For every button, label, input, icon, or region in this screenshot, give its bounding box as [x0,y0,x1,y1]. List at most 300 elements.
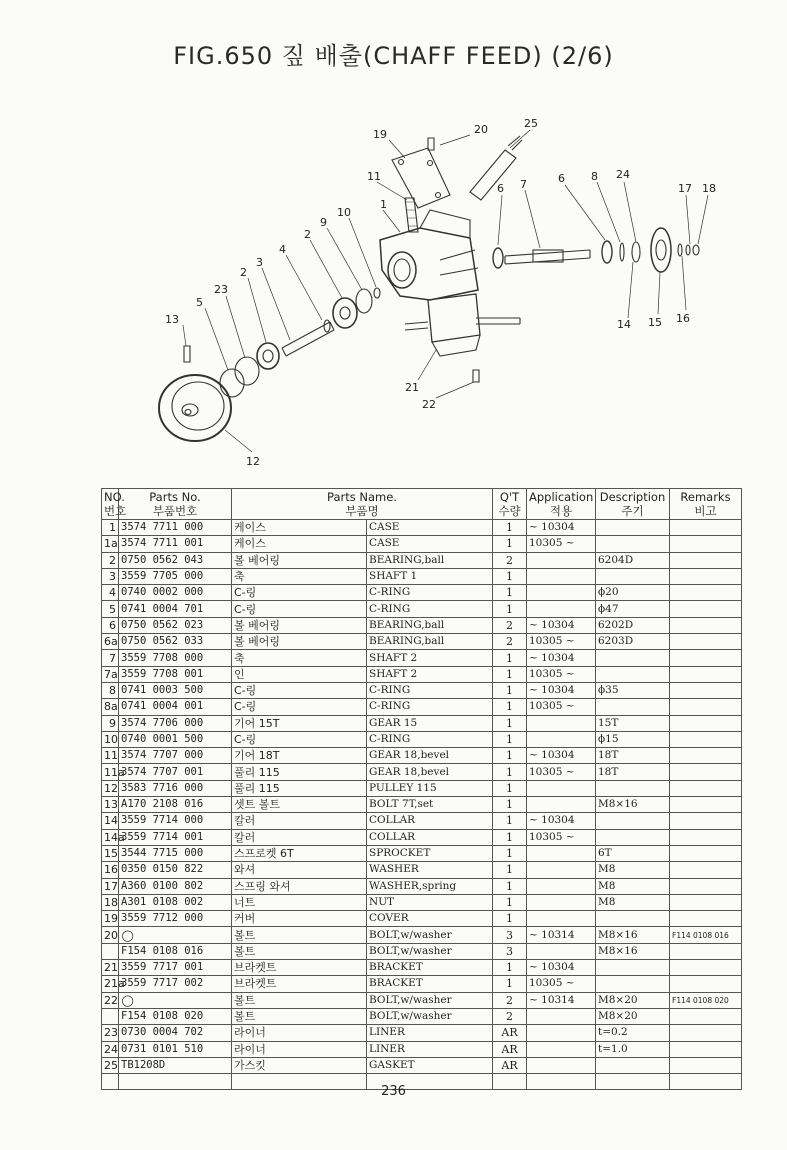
cell-de [596,911,670,927]
cell-qt: 2 [493,1008,527,1024]
cell-rm [670,845,742,861]
cell-en: GEAR 15 [367,715,493,731]
cell-ap: ~ 10314 [527,992,596,1008]
cell-rm [670,601,742,617]
cell-pn: 3574 7706 000 [119,715,232,731]
callout: 2 [240,266,247,279]
cell-de [596,813,670,829]
cell-qt: 3 [493,927,527,943]
cell-de: M8 [596,878,670,894]
callout-labels [165,117,716,468]
cell-en: BOLT 7T,set [367,797,493,813]
cell-pn: 3559 7708 000 [119,650,232,666]
table-row [102,878,742,894]
cell-ap [527,1008,596,1024]
cell-en: COLLAR [367,829,493,845]
cell-rm [670,894,742,910]
cell-ap [527,797,596,813]
cell-rm [670,943,742,959]
case-drawing [380,210,478,300]
cell-ap: ~ 10304 [527,520,596,536]
cell-rm [670,617,742,633]
cell-kr: C-링 [232,585,367,601]
cell-no: 3 [102,568,119,584]
cell-ap [527,780,596,796]
cell-qt: 1 [493,748,527,764]
cell-kr: 와셔 [232,862,367,878]
table-row [102,927,742,943]
cell-no: 17 [102,878,119,894]
table-row [102,650,742,666]
cell-qt: 1 [493,960,527,976]
cell-rm [670,585,742,601]
cell-pn: 3574 7711 000 [119,520,232,536]
table-row [102,992,742,1008]
cell-en: CASE [367,520,493,536]
cell-kr: 라이너 [232,1025,367,1041]
cell-ap: 10305 ~ [527,666,596,682]
cell-no: 14a [102,829,119,845]
cell-kr: 브라켓트 [232,960,367,976]
header-description: Description 주기 [596,489,670,520]
cell-ap [527,894,596,910]
callout: 20 [474,123,488,136]
cell-kr: 스프링 와셔 [232,878,367,894]
cell-en: PULLEY 115 [367,780,493,796]
callout: 7 [520,178,527,191]
cell-qt: 1 [493,862,527,878]
cell-qt: 1 [493,878,527,894]
cell-pn: 0750 0562 033 [119,634,232,650]
cell-pn: 3574 7707 001 [119,764,232,780]
cell-ap [527,1025,596,1041]
callout: 6 [497,182,504,195]
cell-pn: TB1208D [119,1057,232,1073]
cell-en: BRACKET [367,960,493,976]
cell-ap: 10305 ~ [527,536,596,552]
cell-rm [670,1041,742,1057]
sprocket-drawing [651,228,671,272]
cell-no: 6a [102,634,119,650]
cell-pn: 0730 0004 702 [119,1025,232,1041]
cell-rm [670,911,742,927]
table-row [102,960,742,976]
cell-de: 6T [596,845,670,861]
cell-no: 20 ◯ [102,927,119,943]
cell-qt: 1 [493,911,527,927]
cell-de: t=0.2 [596,1025,670,1041]
cell-qt: 1 [493,601,527,617]
cell-en: COVER [367,911,493,927]
cell-pn: 0350 0150 822 [119,862,232,878]
cell-kr: C-링 [232,601,367,617]
cell-de: M8×20 [596,1008,670,1024]
cell-en: GASKET [367,1057,493,1073]
cell-pn: 0741 0003 500 [119,682,232,698]
table-row [102,813,742,829]
cell-en: BOLT,w/washer [367,992,493,1008]
cell-pn: 3559 7717 002 [119,976,232,992]
cell-de: ϕ47 [596,601,670,617]
cell-qt: 1 [493,699,527,715]
table-row [102,797,742,813]
cell-no: 11a [102,764,119,780]
cell-pn: A301 0108 002 [119,894,232,910]
cell-rm [670,813,742,829]
cell-de: 15T [596,715,670,731]
cell-ap [527,601,596,617]
cell-kr: 볼트 [232,943,367,959]
cell-kr: 볼 베어링 [232,617,367,633]
cell-rm [670,666,742,682]
cell-de: M8 [596,894,670,910]
cell-de: ϕ15 [596,731,670,747]
cell-de: ϕ35 [596,682,670,698]
cell-rm [670,780,742,796]
cell-ap [527,715,596,731]
cell-en: LINER [367,1041,493,1057]
cell-qt: 3 [493,943,527,959]
table-row [102,715,742,731]
cell-en: BEARING,ball [367,634,493,650]
exploded-parts-diagram [0,0,787,480]
cell-qt: 1 [493,731,527,747]
cell-no: 24 [102,1041,119,1057]
cell-no: 16 [102,862,119,878]
cell-no: 9 [102,715,119,731]
table-row [102,536,742,552]
cell-en: CASE [367,536,493,552]
cell-kr: 기어 18T [232,748,367,764]
table-row [102,862,742,878]
cell-en: C-RING [367,682,493,698]
cell-pn: A170 2108 016 [119,797,232,813]
cell-pn: 3559 7714 001 [119,829,232,845]
bracket-drawing [405,294,520,356]
callout: 6 [558,172,565,185]
cell-qt: 1 [493,715,527,731]
cell-ap [527,845,596,861]
cell-pn [119,927,232,943]
cell-en: WASHER,spring [367,878,493,894]
cell-no: 8a [102,699,119,715]
cell-qt: 1 [493,520,527,536]
header-parts-name: Parts Name. 부품명 [232,489,493,520]
cell-pn: 0740 0001 500 [119,731,232,747]
cell-no: 23 [102,1025,119,1041]
cell-en: BRACKET [367,976,493,992]
callout: 8 [591,170,598,183]
cell-ap [527,1057,596,1073]
cell-pn: 0741 0004 001 [119,699,232,715]
cell-kr: 셋트 볼트 [232,797,367,813]
cell-de [596,780,670,796]
cell-en: BEARING,ball [367,617,493,633]
cell-no: 12 [102,780,119,796]
table-row [102,1057,742,1073]
cell-de: M8×16 [596,797,670,813]
cell-de [596,960,670,976]
cell-rm [670,1008,742,1024]
cell-qt: AR [493,1041,527,1057]
cell-pn: 3559 7714 000 [119,813,232,829]
cell-rm [670,1025,742,1041]
table-row [102,894,742,910]
cell-en: GEAR 18,bevel [367,764,493,780]
table-row [102,764,742,780]
cell-pn: 3583 7716 000 [119,780,232,796]
cell-pn: 3559 7712 000 [119,911,232,927]
header-application: Application 적용 [527,489,596,520]
cell-no: 13 [102,797,119,813]
callout: 10 [337,206,351,219]
cell-kr: 칼러 [232,813,367,829]
callout: 17 [678,182,692,195]
callout: 12 [246,455,260,468]
cell-kr: 케이스 [232,536,367,552]
cell-rm [670,862,742,878]
cell-de: 6202D [596,617,670,633]
table-row [102,585,742,601]
header-remarks: Remarks 비고 [670,489,742,520]
cell-ap [527,911,596,927]
cell-de: 18T [596,748,670,764]
cell-en: SHAFT 2 [367,650,493,666]
table-row [102,911,742,927]
cell-no: 22 ◯ [102,992,119,1008]
cell-no: 25 [102,1057,119,1073]
callout: 15 [648,316,662,329]
callout: 21 [405,381,419,394]
cell-pn [119,992,232,1008]
cell-de [596,666,670,682]
table-row [102,520,742,536]
table-row [102,829,742,845]
table-row [102,568,742,584]
cell-pn: 3574 7711 001 [119,536,232,552]
cell-qt: 1 [493,976,527,992]
cell-rm [670,960,742,976]
cell-no: 8 [102,682,119,698]
cell-rm [670,536,742,552]
cell-de: M8×16 [596,927,670,943]
cell-de: t=1.0 [596,1041,670,1057]
cell-kr: 커버 [232,911,367,927]
cell-en: SPROCKET [367,845,493,861]
cell-de: 18T [596,764,670,780]
cell-en: C-RING [367,699,493,715]
cell-ap: 10305 ~ [527,976,596,992]
cell-de: 6204D [596,552,670,568]
cell-en: C-RING [367,731,493,747]
cell-rm [670,699,742,715]
cell-qt: 1 [493,813,527,829]
cell-pn: 3559 7708 001 [119,666,232,682]
cell-en: NUT [367,894,493,910]
cell-rm [670,520,742,536]
cell-kr: 풀리 115 [232,764,367,780]
table-row [102,731,742,747]
cell-kr: 볼트 [232,1008,367,1024]
cell-qt: 1 [493,682,527,698]
callout: 19 [373,128,387,141]
callout: 18 [702,182,716,195]
cell-pn: 3544 7715 000 [119,845,232,861]
cell-en: WASHER [367,862,493,878]
cell-rm [670,748,742,764]
cell-pn: A360 0100 802 [119,878,232,894]
cell-ap: 10305 ~ [527,634,596,650]
cell-qt: 2 [493,617,527,633]
cell-ap [527,943,596,959]
cell-no: 7a [102,666,119,682]
cell-qt: 1 [493,780,527,796]
callout: 22 [422,398,436,411]
cell-pn: F154 0108 016 [119,943,232,959]
cell-no: 4 [102,585,119,601]
cell-de [596,976,670,992]
cell-de [596,650,670,666]
table-row [102,1025,742,1041]
page-title: FIG.650 짚 배출(CHAFF FEED) (2/6) [173,42,614,70]
callout: 2 [304,228,311,241]
cell-ap [527,878,596,894]
cell-pn: 0731 0101 510 [119,1041,232,1057]
cell-ap [527,862,596,878]
table-row [102,682,742,698]
cell-ap: ~ 10304 [527,813,596,829]
cell-no: 1 [102,520,119,536]
cell-en: BOLT,w/washer [367,1008,493,1024]
cell-kr: 가스킷 [232,1057,367,1073]
cell-ap: ~ 10314 [527,927,596,943]
cell-kr: 풀리 115 [232,780,367,796]
cell-no: 15 [102,845,119,861]
callout: 11 [367,170,381,183]
cell-de: M8×16 [596,943,670,959]
cell-rm [670,682,742,698]
cell-ap: ~ 10304 [527,617,596,633]
callout: 24 [616,168,630,181]
table-header-row [102,489,742,520]
cell-rm [670,878,742,894]
cell-rm [670,715,742,731]
cell-qt: 1 [493,829,527,845]
cell-qt: 1 [493,797,527,813]
cell-de: M8×20 [596,992,670,1008]
cell-rm [670,976,742,992]
cell-de [596,536,670,552]
cell-kr: 볼 베어링 [232,552,367,568]
callout: 4 [279,243,286,256]
cell-ap [527,552,596,568]
cell-kr: 축 [232,650,367,666]
cell-ap: 10305 ~ [527,829,596,845]
cell-ap: 10305 ~ [527,764,596,780]
cell-rm [670,1057,742,1073]
cell-no: 19 [102,911,119,927]
cell-qt: 1 [493,536,527,552]
cell-ap: ~ 10304 [527,650,596,666]
header-qty: Q'T 수량 [493,489,527,520]
cell-en: BOLT,w/washer [367,943,493,959]
cell-rm: F114 0108 020 [670,992,742,1008]
cell-kr: C-링 [232,682,367,698]
cell-qt: 1 [493,666,527,682]
cell-en: LINER [367,1025,493,1041]
cell-pn: 3559 7717 001 [119,960,232,976]
cell-pn: 3574 7707 000 [119,748,232,764]
cell-en: BOLT,w/washer [367,927,493,943]
cell-qt: AR [493,1057,527,1073]
cell-no: 21 [102,960,119,976]
cell-pn: 3559 7705 000 [119,568,232,584]
cell-kr: C-링 [232,699,367,715]
table-row [102,976,742,992]
cell-en: C-RING [367,585,493,601]
table-row [102,634,742,650]
cell-qt: 1 [493,568,527,584]
cell-no: 11 [102,748,119,764]
callout: 16 [676,312,690,325]
table-row [102,699,742,715]
cell-rm [670,829,742,845]
cell-kr: 라이너 [232,1041,367,1057]
table-row [102,666,742,682]
cell-kr: 너트 [232,894,367,910]
callout: 25 [524,117,538,130]
callout: 1 [380,198,387,211]
cell-en: C-RING [367,601,493,617]
cell-de: 6203D [596,634,670,650]
cell-qt: 1 [493,894,527,910]
cell-qt: 1 [493,585,527,601]
cell-en: GEAR 18,bevel [367,748,493,764]
table-row [102,845,742,861]
cell-qt: 1 [493,845,527,861]
cell-en: SHAFT 1 [367,568,493,584]
cell-ap: ~ 10304 [527,682,596,698]
cell-no [102,1008,119,1024]
table-row [102,601,742,617]
cell-no: 21a [102,976,119,992]
cell-rm [670,552,742,568]
cell-kr: C-링 [232,731,367,747]
cell-qt: 1 [493,650,527,666]
cell-de [596,568,670,584]
cell-ap [527,568,596,584]
cell-qt: 2 [493,634,527,650]
cell-kr: 케이스 [232,520,367,536]
header-parts-no: Parts No. 부품번호 [119,489,232,520]
cell-de [596,520,670,536]
cell-no: 14 [102,813,119,829]
cell-rm [670,650,742,666]
cell-de: ϕ20 [596,585,670,601]
cell-qt: 1 [493,764,527,780]
cell-no [102,943,119,959]
cell-kr: 볼트 [232,927,367,943]
cell-de: M8 [596,862,670,878]
cell-no: 2 [102,552,119,568]
cell-ap [527,585,596,601]
cell-pn: 0750 0562 023 [119,617,232,633]
cell-no: 7 [102,650,119,666]
cell-de [596,829,670,845]
callout: 23 [214,283,228,296]
callout: 9 [320,216,327,229]
cell-pn: F154 0108 020 [119,1008,232,1024]
